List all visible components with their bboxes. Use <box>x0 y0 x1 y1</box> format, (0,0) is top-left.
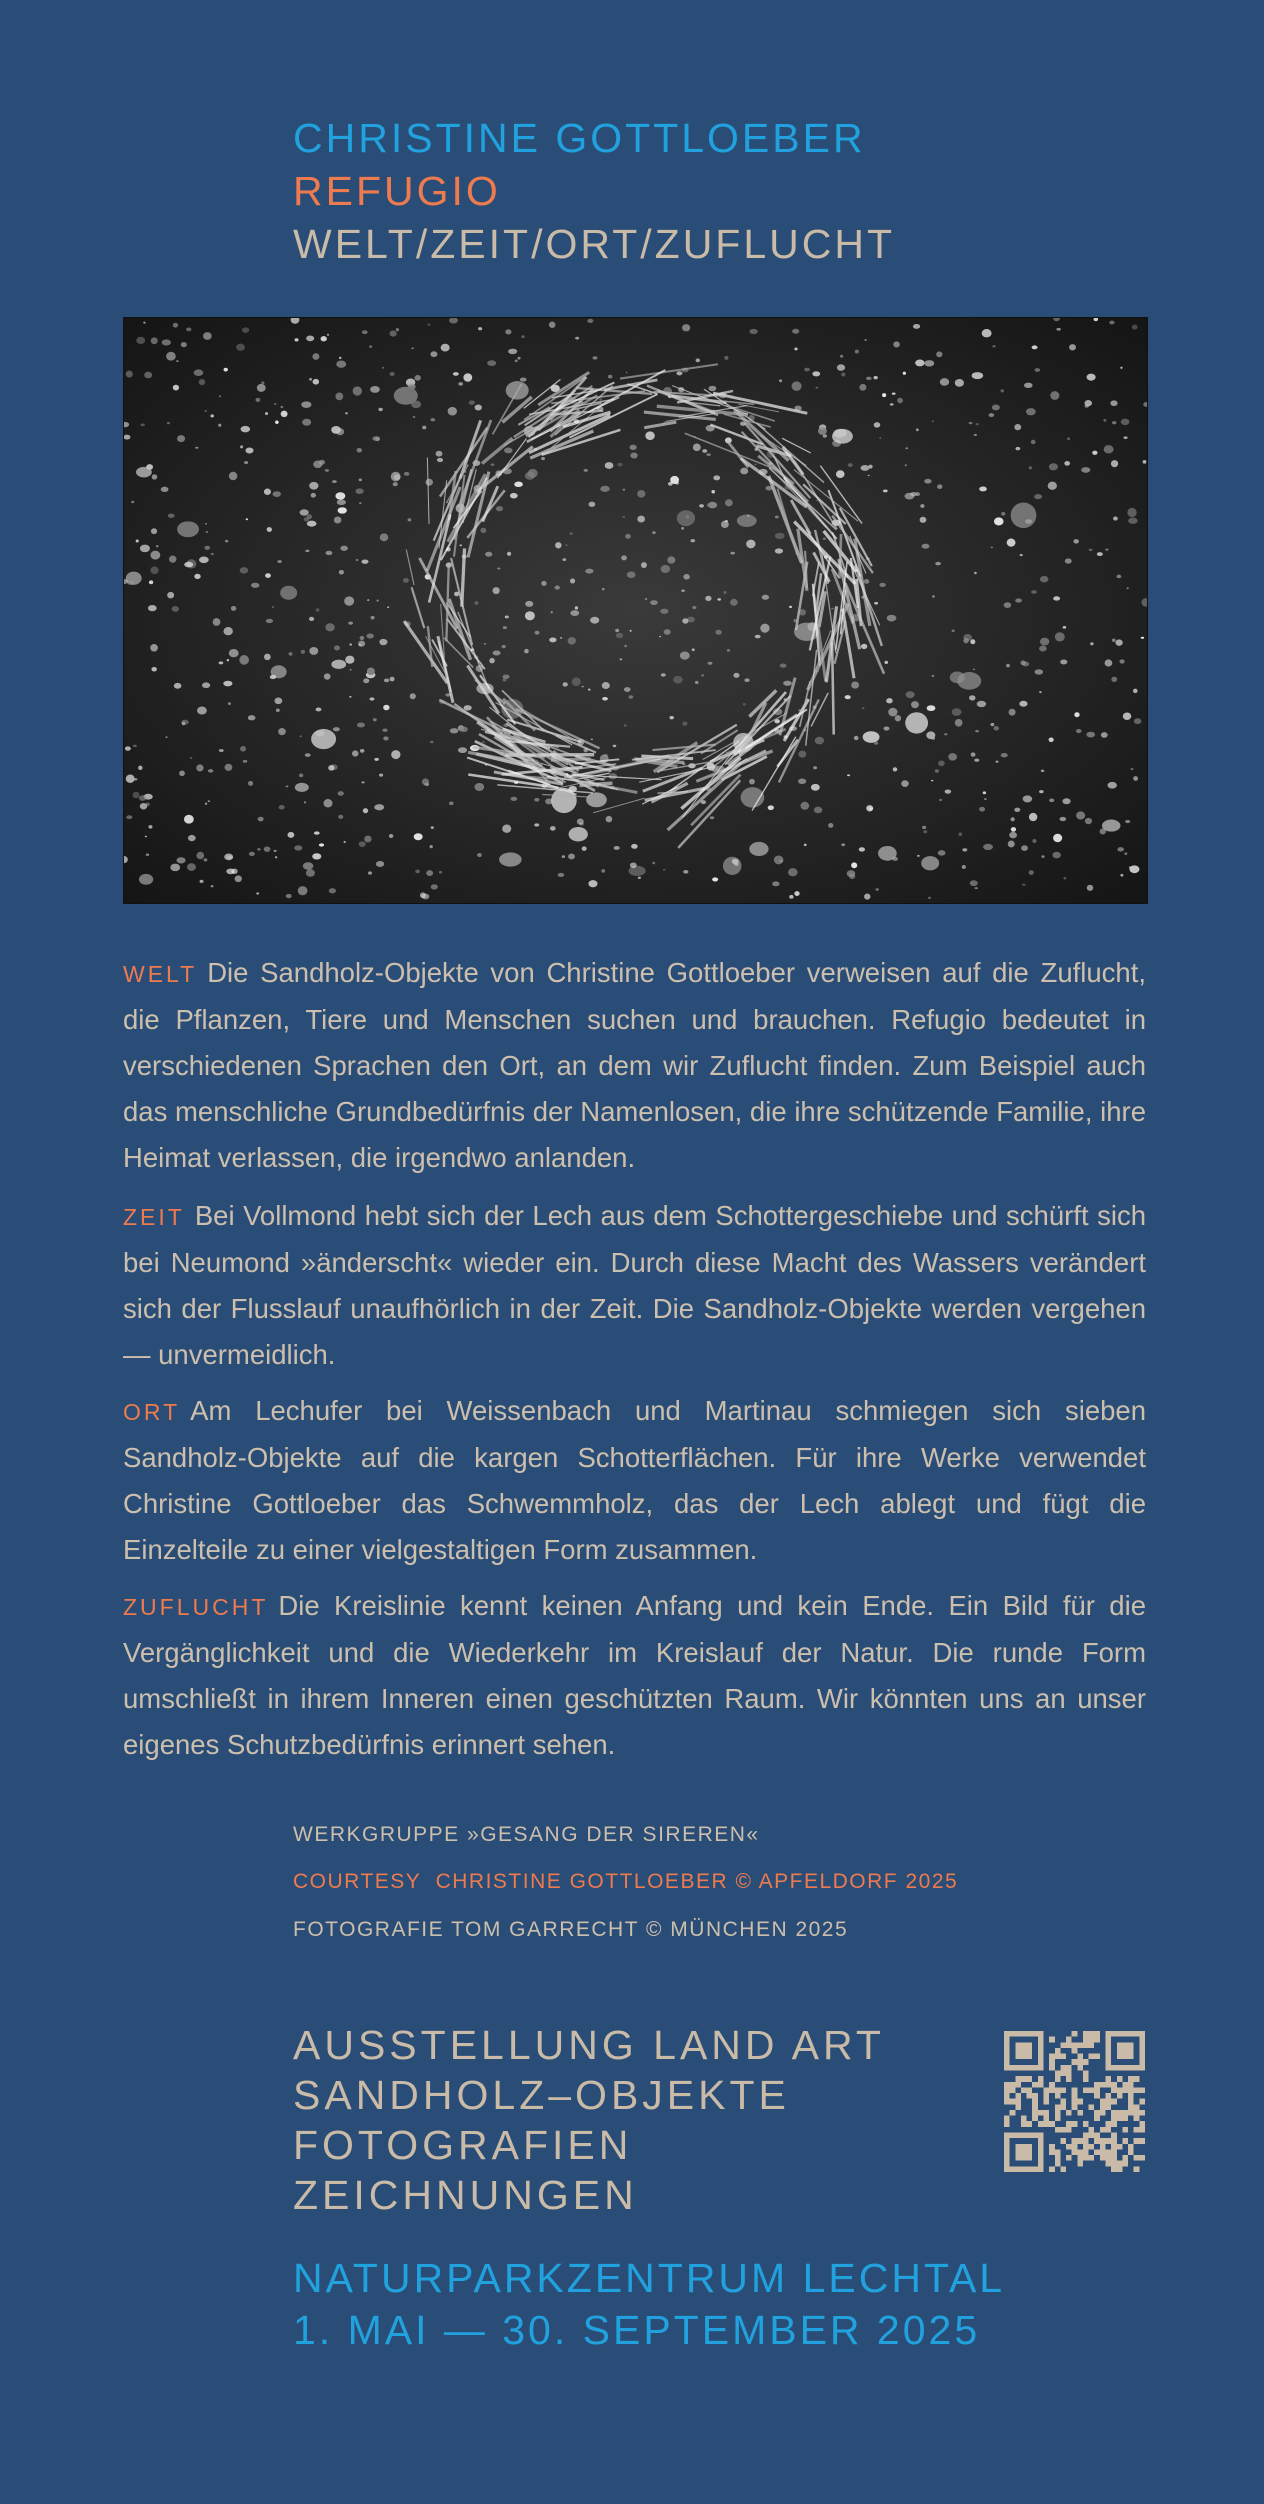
paragraph-ort <box>123 1388 1146 1573</box>
credit-photography: FOTOGRAFIE TOM GARRECHT © MÜNCHEN 2025 <box>293 1918 849 1941</box>
exhibition-title: REFUGIO <box>293 168 501 214</box>
qr-code[interactable] <box>1004 2031 1145 2172</box>
keyword-zuflucht: ZUFLUCHT <box>123 1594 269 1620</box>
credit-courtesy: COURTESY CHRISTINE GOTTLOEBER © APFELDORF 2025 <box>293 1870 959 1893</box>
keyword-welt: WELT <box>123 961 198 987</box>
keyword-zeit: ZEIT <box>123 1204 185 1230</box>
paragraph-ort-text: Am Lechufer bei Weissenbach und Martinau schmiegen sich sieben Sandholz-Objekte auf die kargen Schotterflächen. Für ihre Werke verwendet Christine Gottloeber das Schwemmholz, das der Lech ablegt und fügt die Einzelteile zu einer vielgestaltigen Form zusammen. <box>123 1395 1146 1565</box>
exhibition-dates: 1. MAI — 30. SEPTEMBER 2025 <box>293 2307 981 2353</box>
venue-name: NATURPARKZENTRUM LECHTAL <box>293 2255 1006 2301</box>
keyword-ort: ORT <box>123 1399 181 1425</box>
credit-werkgruppe: WERKGRUPPE »GESANG DER SIREREN« <box>293 1823 760 1846</box>
venue-info <box>293 2252 1005 2356</box>
paragraph-zuflucht <box>123 1583 1146 1768</box>
exhibition-info <box>293 2020 885 2220</box>
paragraph-zeit-text: Bei Vollmond hebt sich der Lech aus dem Schottergeschiebe und schürft sich bei Neumond »änderscht« wieder ein. Durch diese Macht des Wassers verändert sich der Flusslauf unaufhörlich in der Zeit. Die Sandholz-Objekte werden vergehen — unvermeidlich. <box>123 1200 1146 1370</box>
paragraph-zuflucht-text: Die Kreislinie kennt keinen Anfang und kein Ende. Ein Bild für die Vergänglichkeit und die Wiederkehr im Kreislauf der Natur. Die runde Form umschließt in ihrem Inneren einen geschützten Raum. Wir könnten uns an unser eigenes Schutzbedürfnis erinnert sehen. <box>123 1590 1146 1760</box>
exhibition-line-1: AUSSTELLUNG LAND ART <box>293 2022 885 2068</box>
paragraph-welt <box>123 950 1146 1181</box>
exhibition-line-4: ZEICHNUNGEN <box>293 2172 638 2218</box>
exhibition-line-3: FOTOGRAFIEN <box>293 2122 633 2168</box>
artist-name: CHRISTINE GOTTLOEBER <box>293 115 866 161</box>
paragraph-welt-text: Die Sandholz-Objekte von Christine Gottloeber verweisen auf die Zuflucht, die Pflanzen, Tiere und Menschen suchen und brauchen. Refugio bedeutet in verschiedenen Sprachen den Ort, an dem wir Zuflucht finden. Zum Beispiel auch das menschliche Grundbedürfnis der Namenlosen, die ihre schützende Familie, ihre Heimat verlassen, die irgendwo anlanden. <box>123 957 1146 1173</box>
nest-photograph-graphic <box>124 318 1147 903</box>
exhibition-line-2: SANDHOLZ–OBJEKTE <box>293 2072 790 2118</box>
paragraph-zeit <box>123 1193 1146 1378</box>
exhibition-subtitle: WELT/ZEIT/ORT/ZUFLUCHT <box>293 221 896 267</box>
nest-photograph <box>123 317 1148 904</box>
